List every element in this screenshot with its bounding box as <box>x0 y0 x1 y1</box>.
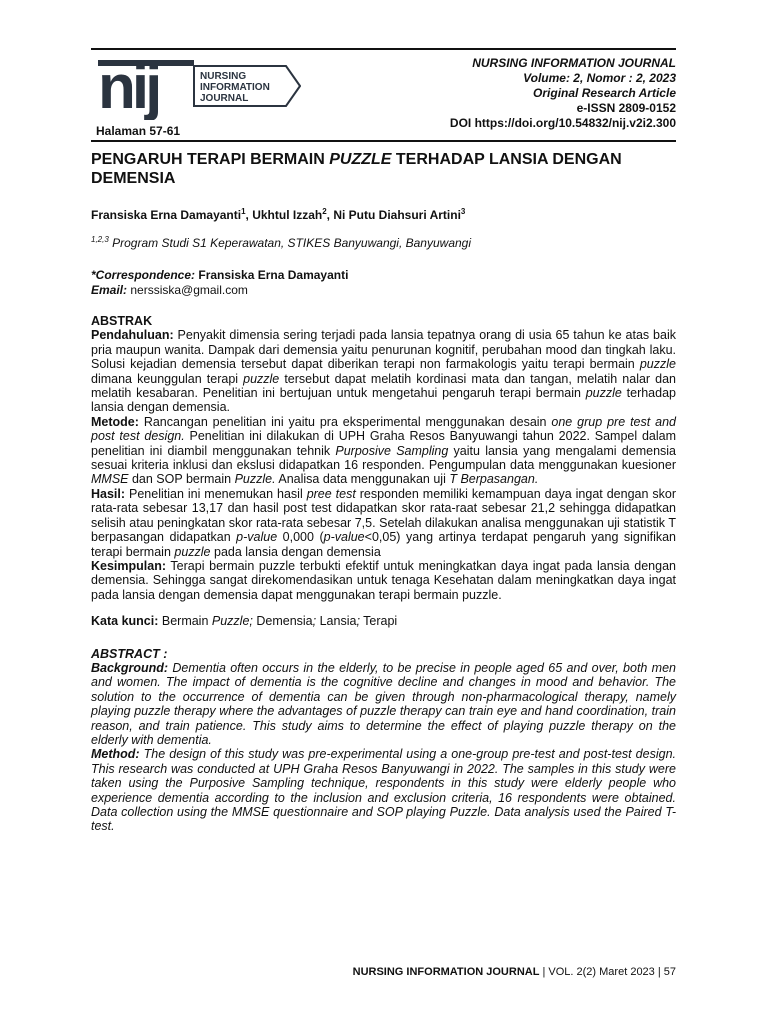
article-doi[interactable]: DOI https://doi.org/10.54832/nij.v2i2.300 <box>449 116 676 130</box>
abstrak-heading: ABSTRAK <box>91 314 153 328</box>
logo-line-3: JOURNAL <box>200 93 249 104</box>
email-address[interactable]: nerssiska@gmail.com <box>127 283 248 297</box>
correspondence-label: *Correspondence: <box>91 268 196 282</box>
abstract-heading: ABSTRACT : <box>91 646 168 661</box>
correspondence <box>91 268 348 298</box>
email-label: Email: <box>91 283 128 297</box>
pendahuluan-paragraph: Pendahuluan: Penyakit dimensia sering terjadi pada lansia tepatnya orang di usia 65 tahun ke atas baik pria maupun wanita. Dampak dari demensia yaitu penurunan kognitif, perubahan mood dan tingkah laku. Solusi kejadian demensia tersebut dapat diberikan terapi non farmakologis yaitu terapi bermain puzzle dimana keunggulan terapi puzzle tersebut dapat melatih kordinasi mata dan tangan, melatih nalar dan melatih kesabaran. Penelitian ini bertujuan untuk mengetahui pengaruh terapi bermain puzzle terhadap lansia dengan demensia. <box>91 328 677 415</box>
journal-name: NURSING INFORMATION JOURNAL <box>472 56 676 70</box>
journal-eissn: e-ISSN 2809-0152 <box>576 101 676 115</box>
method-paragraph: Method: The design of this study was pre-experimental using a one-group pre-test and post-test design. This research was conducted at UPH Graha Resos Banyuwangi in 2022. The samples in this study were taken using the Purposive Sampling technique, respondents in this study were elderly people who experience dementia according to the inclusion and exclusion criteria, 16 respondents were obtained. Data collection using the MMSE questionnaire and SOP playing Puzzle. Data analysis used the Paired T-test. <box>91 747 676 834</box>
author-2: Ukhtul Izzah <box>252 208 323 222</box>
english-abstract <box>91 647 676 834</box>
journal-meta <box>450 56 676 131</box>
abstract-body <box>91 314 676 834</box>
journal-volume: Volume: 2, Nomor : 2, 2023 <box>523 71 676 85</box>
correspondence-name: Fransiska Erna Damayanti <box>195 268 349 282</box>
logo-mark: nij <box>98 56 159 120</box>
author-list: Fransiska Erna Damayanti$^1$, Ukhtul Izzah$^2$, Ni Putu Diahsuri Artini$^3$ <box>91 207 466 222</box>
keywords: Kata kunci: Bermain Puzzle; Demensia; Lansia; Terapi <box>91 614 398 629</box>
article-title: PENGARUH TERAPI BERMAIN PUZZLE TERHADAP LANSIA DENGAN DEMENSIA <box>91 151 622 187</box>
page-footer: NURSING INFORMATION JOURNAL | VOL. 2(2) Maret 2023 | 57 <box>352 966 676 978</box>
logo-line-1: NURSING <box>200 71 247 82</box>
affiliation: $^{1,2,3}$ Program Studi S1 Keperawatan, STIKES Banyuwangi, Banyuwangi <box>91 235 471 250</box>
kesimpulan-paragraph: Kesimpulan: Terapi bermain puzzle terbukti efektif untuk meningkatkan daya ingat pada lansia dengan demensia. Sehingga sangat direkomendasikan untuk tenaga Kesehatan dalam meningkatkan daya ingat pada lansia dengan demensia dapat menggunakan terapi bermain puzzle. <box>91 558 676 602</box>
article-type: Original Research Article <box>533 86 676 100</box>
header-bottom-rule <box>91 140 676 142</box>
background-paragraph: Background: Dementia often occurs in the elderly, to be precise in people aged 65 and over, both men and women. The impact of dementia is the cognitive decline and changes in mood and behavior. The solution to the occurrence of dementia can be given through non-pharmacological therapy, namely playing puzzle therapy where the advantages of puzzle therapy can train eye and hand coordination, train reason, and train patience. This study aims to determine the effect of playing puzzle therapy on the elderly with dementia. <box>91 660 676 747</box>
hasil-paragraph: Hasil: Penelitian ini menemukan hasil pree test responden memiliki kemampuan daya ingat dengan skor rata-rata sebesar 13,17 dan hasil post test didapatkan skor rata-raat sebesar 21,2 sehingga didapatkan selisih atau peningkatan skor rata-rata sebesar 7,5. Setelah dilakukan analisa menggunakan uji statistik T berpasangan didapatkan p-value 0,000 (p-value<0,05) yang artinya terdapat pengaruh yang signifikan terapi bermain puzzle pada lansia dengan demensia <box>91 486 677 559</box>
journal-logo <box>96 56 301 120</box>
header-top-rule <box>91 48 676 50</box>
author-3: Ni Putu Diahsuri Artini <box>333 208 461 222</box>
page-range: Halaman 57-61 <box>96 124 181 138</box>
metode-paragraph: Metode: Rancangan penelitian ini yaitu pra eksperimental menggunakan desain one grup pre test and post test design. Penelitian ini dilakukan di UPH Graha Resos Banyuwangi tahun 2022. Sampel dalam penelitian ini diambil menggunakan tehnik Purposive Sampling yaitu lansia yang mengalami demensia sesuai kriteria inklusi dan ekslusi didapatkan 16 responden. Pengumpulan data menggunakan kuesioner MMSE dan SOP bermain Puzzle. Analisa data menggunakan uji T Berpasangan. <box>91 414 677 487</box>
logo-line-2: INFORMATION <box>200 82 270 93</box>
author-1: Fransiska Erna Damayanti <box>91 208 242 222</box>
